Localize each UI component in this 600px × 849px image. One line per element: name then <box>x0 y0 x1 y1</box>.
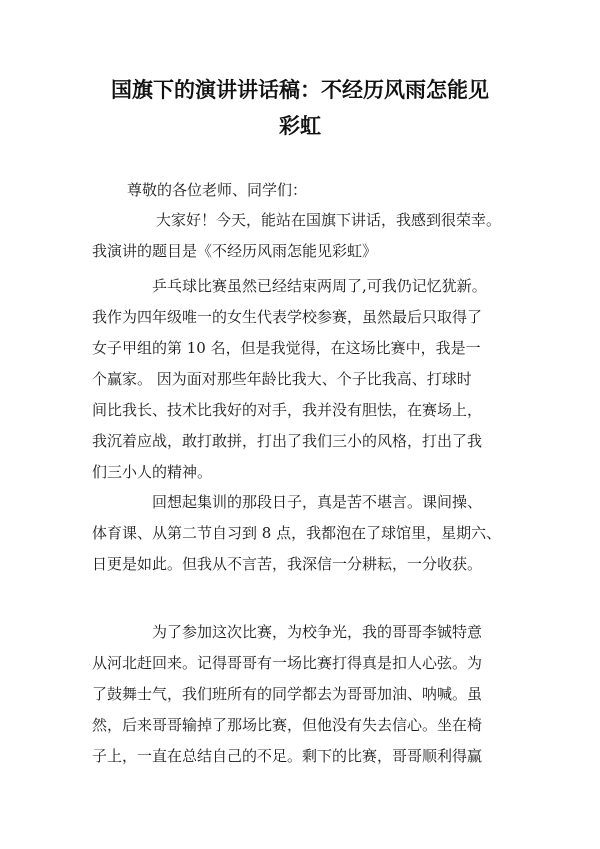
paragraph-line: 我演讲的题目是《不经历风雨怎能见彩虹》 <box>92 242 378 260</box>
paragraph-line: 从河北赶回来。记得哥哥有一场比赛打得真是扣人心弦。为 <box>92 654 483 672</box>
paragraph-line: 乒乓球比赛虽然已经结束两周了,可我仍记忆犹新。 <box>152 277 487 295</box>
paragraph-3 <box>92 487 522 580</box>
document-title <box>80 72 520 144</box>
paragraph-line: 为了参加这次比赛，为校争光，我的哥哥李铖特意 <box>152 623 483 641</box>
paragraph-line: 女子甲组的第 10 名，但是我觉得，在这场比赛中，我是一 <box>92 339 481 357</box>
paragraph-line: 了鼓舞士气，我们班所有的同学都去为哥哥加油、呐喊。虽 <box>92 685 483 703</box>
title-line-2: 彩虹 <box>279 114 321 138</box>
paragraph-line: 间比我长、技术比我好的对手，我并没有胆怯，在赛场上， <box>92 401 483 419</box>
title-line-1: 国旗下的演讲讲话稿：不经历风雨怎能见 <box>111 78 489 102</box>
paragraph-4 <box>92 617 522 772</box>
paragraph-line: 个赢家。 因为面对那些年龄比我大、个子比我高、打球时 <box>92 370 472 388</box>
paragraph-1 <box>92 205 522 267</box>
paragraph-line: 们三小人的精神。 <box>92 463 213 481</box>
salutation: 尊敬的各位老师、同学们： <box>127 181 308 199</box>
paragraph-line: 子上，一直在总结自己的不足。剩下的比赛，哥哥顺利得赢 <box>92 747 483 765</box>
paragraph-line: 我沉着应战，敢打敢拼，打出了我们三小的风格，打出了我 <box>92 432 483 450</box>
paragraph-line: 体育课、从第二节自习到 8 点，我都泡在了球馆里，星期六、 <box>92 524 502 542</box>
paragraph-line: 回想起集训的那段日子，真是苦不堪言。课间操、 <box>152 493 483 511</box>
paragraph-line: 然，后来哥哥输掉了那场比赛，但他没有失去信心。坐在椅 <box>92 716 483 734</box>
paragraph-line: 大家好！今天，能站在国旗下讲话，我感到很荣幸。 <box>156 211 502 229</box>
paragraph-2 <box>92 271 522 488</box>
paragraph-line: 我作为四年级唯一的女生代表学校参赛，虽然最后只取得了 <box>92 308 483 326</box>
paragraph-line: 日更是如此。但我从不言苦，我深信一分耕耘，一分收获。 <box>92 555 483 573</box>
